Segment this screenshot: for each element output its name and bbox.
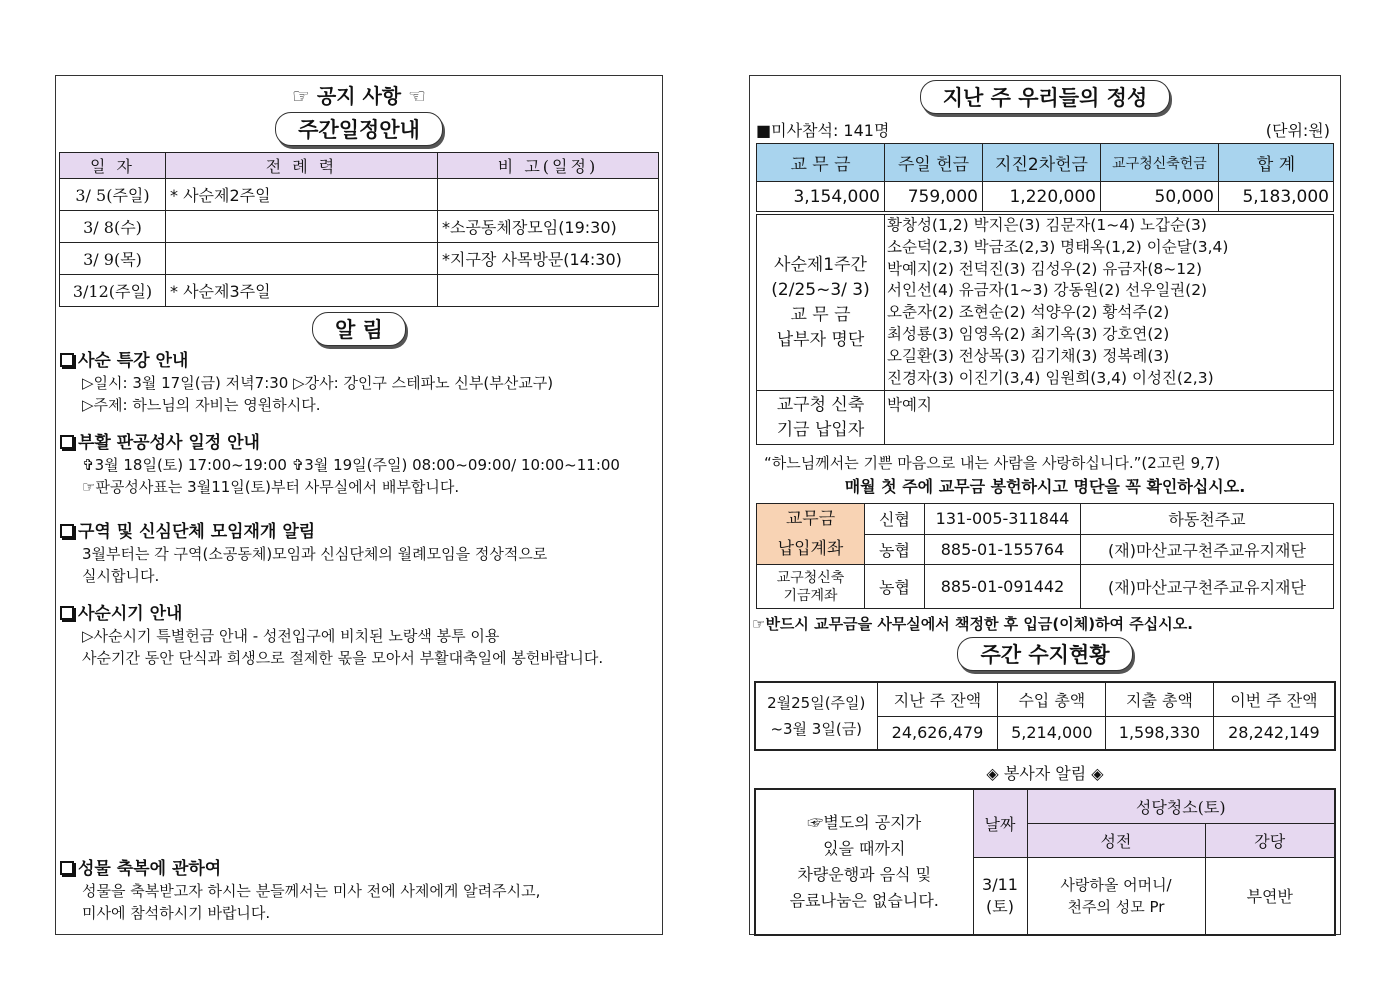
checkbox-icon [60,524,74,538]
table-row [755,682,1335,716]
balance-table [754,681,1336,751]
volunteer-title: ◈ 봉사자 알림 ◈ [986,764,1104,783]
account-table [756,503,1334,609]
table-row [60,179,659,211]
section-lent-lecture [60,350,656,416]
building-names: 박예지 [885,391,1334,445]
section-line: ▷일시: 3월 17일(금) 저녁7:30 ▷강사: 강인구 스테파노 신부(부산교구) [82,374,554,392]
account-holder: (재)마산교구천주교유지재단 [1081,565,1334,609]
volunteer-sanctuary [1027,857,1205,935]
account-number: 131-005-311844 [925,504,1081,535]
volunteer-sanctuary-line: 사랑하올 어머니/ [1060,875,1172,894]
balance-value: 1,598,330 [1106,716,1214,750]
section-line: 사순기간 동안 단식과 희생으로 절제한 몫을 모아서 부활대축일에 봉헌바랍니다. [82,649,604,667]
schedule-date: 3/ 9(목) [60,243,166,275]
table-row [757,391,1334,445]
quote: “하느님께서는 기쁜 마음으로 내는 사람을 사랑하십니다.”(2고린 9,7) [764,454,1221,472]
schedule-date: 3/ 5(주일) [60,179,166,211]
section-title: 구역 및 신심단체 모임재개 알림 [78,522,316,542]
table-row [757,215,1334,391]
volunteer-date-line: (토) [986,896,1014,916]
schedule-date: 3/12(주일) [60,275,166,307]
attendance: ■미사참석: 141명 [756,121,890,140]
account-label [757,565,865,609]
balance-header: 지난 주 잔액 [877,682,998,716]
payer-name-line: 서인선(4) 유금자(1~3) 강동원(2) 선우일권(2) [887,281,1208,300]
volunteer-notice-line: ☞별도의 공지가 [807,813,922,832]
account-number: 885-01-155764 [925,534,1081,565]
table-row [60,211,659,243]
table-row [60,275,659,307]
volunteer-hall: 부연반 [1205,857,1335,935]
balance-header: 수입 총액 [998,682,1106,716]
balance-value: 5,214,000 [998,716,1106,750]
volunteer-sub-header: 성전 [1027,823,1205,857]
checkbox-icon [60,861,74,875]
payer-label-line: 납부자 명단 [776,329,865,350]
offering-title: 지난 주 우리들의 정성 [920,80,1171,114]
payer-label [757,215,885,391]
offering-panel [749,75,1341,935]
volunteer-clean-header: 성당청소(토) [1027,789,1335,823]
building-label [757,391,885,445]
payer-name-line: 박예지(2) 전덕진(3) 김성우(2) 유금자(8~12) [887,259,1202,278]
schedule-header: 일 자 [60,153,166,179]
account-label-line: 납입계좌 [777,539,844,559]
balance-period [755,682,877,750]
bank-name: 농협 [865,534,925,565]
section-line: 실시합니다. [82,567,160,585]
account-label [757,504,865,565]
volunteer-date-line: 3/11 [982,874,1018,894]
balance-header: 지출 총액 [1106,682,1214,716]
balance-period-line: ~3월 3일(금) [770,720,863,738]
table-row [757,182,1334,212]
section-line: 성물을 축복받고자 하시는 분들께서는 미사 전에 사제에게 알려주시고, [82,882,541,900]
payer-name-line: 오춘자(2) 조현순(2) 석양우(2) 황석주(2) [887,303,1170,322]
balance-header: 이번 주 잔액 [1213,682,1335,716]
section-line: 3월부터는 각 구역(소공동체)모임과 신심단체의 월례모임을 정상적으로 [82,545,548,563]
offering-value: 3,154,000 [757,182,885,212]
account-label-line: 교무금 [785,509,836,529]
section-title: 사순 특강 안내 [78,351,189,371]
section-line: ▷사순시기 특별헌금 안내 - 성전입구에 비치된 노랑색 봉투 이용 [82,627,500,645]
offering-value: 1,220,000 [983,182,1101,212]
payer-label-line: 사순제1주간 [774,254,867,275]
schedule-note: *지구장 사목방문(14:30) [438,243,659,275]
payer-name-line: 진경자(3) 이진기(3,4) 임원희(3,4) 이성진(2,3) [887,368,1214,387]
section-line: ▷주제: 하느님의 자비는 영원하시다. [82,396,321,414]
building-label-line: 기금 납입자 [776,419,865,440]
volunteer-notice-line: 있을 때까지 [823,839,906,858]
volunteer-notice-line: 음료나눔은 없습니다. [789,891,939,910]
volunteer-notice-line: 차량운행과 음식 및 [797,865,932,884]
bank-name: 신협 [865,504,925,535]
schedule-header: 전 례 력 [166,153,438,179]
schedule-liturgy [166,243,438,275]
unit-label: (단위:원) [1265,121,1330,140]
section-blessing [60,858,656,924]
reminder: 매월 첫 주에 교무금 봉헌하시고 명단을 꼭 확인하십시오. [844,477,1246,496]
payer-name-line: 오길환(3) 전상목(3) 김기채(3) 정복례(3) [887,346,1170,365]
balance-period-line: 2월25일(주일) [767,694,866,712]
volunteer-sanctuary-line: 천주의 성모 Pr [1067,897,1165,916]
checkbox-icon [60,353,74,367]
section-title: 성물 축복에 관하여 [78,859,222,879]
payer-name-line: 최성룡(3) 임영옥(2) 최기옥(3) 강호연(2) [887,324,1170,343]
table-row [755,789,1335,823]
volunteer-sub-header: 강당 [1205,823,1335,857]
volunteer-date-header: 날짜 [973,789,1027,857]
table-row [757,504,1334,535]
offering-header: 지진2차헌금 [983,144,1101,182]
payer-name-line: 소순덕(2,3) 박금조(2,3) 명태옥(1,2) 이순달(3,4) [887,237,1229,256]
account-holder: 하동천주교 [1081,504,1334,535]
weekly-schedule-title: 주간일정안내 [275,112,443,146]
schedule-note [438,275,659,307]
schedule-note: *소공동체장모임(19:30) [438,211,659,243]
account-holder: (재)마산교구천주교유지재단 [1081,534,1334,565]
account-note: ☞반드시 교무금을 사무실에서 책정한 후 입금(이체)하여 주십시오. [752,615,1193,633]
account-label-line: 기금계좌 [783,587,838,604]
schedule-date: 3/ 8(수) [60,211,166,243]
notice-pill: 알 림 [312,312,406,346]
schedule-table [59,152,659,307]
offering-value: 50,000 [1101,182,1219,212]
payer-label-line: 교 무 금 [790,304,851,325]
table-row [60,243,659,275]
bank-name: 농협 [865,565,925,609]
payer-table [756,214,1334,445]
balance-value: 28,242,149 [1213,716,1335,750]
payer-names [885,215,1334,391]
checkbox-icon [60,606,74,620]
section-line: 미사에 참석하시기 바랍니다. [82,904,271,922]
schedule-header: 비 고(일정) [438,153,659,179]
offering-value: 5,183,000 [1219,182,1334,212]
building-label-line: 교구청 신축 [776,394,865,415]
schedule-liturgy [166,211,438,243]
section-meetings [60,521,656,587]
section-title: 사순시기 안내 [78,604,183,624]
offering-header: 주일 헌금 [885,144,983,182]
volunteer-date [973,857,1027,935]
account-label-line: 교구청신축 [776,569,845,586]
balance-title: 주간 수지현황 [957,637,1132,671]
section-title: 부활 판공성사 일정 안내 [78,433,260,453]
payer-name-line: 황창성(1,2) 박지은(3) 김문자(1~4) 노갑순(3) [887,216,1207,234]
section-line: ✞3월 18일(토) 17:00~19:00 ✞3월 19일(주일) 08:00~09:00/ 10:00~11:00 [82,456,620,474]
section-line: ☞판공성사표는 3월11일(토)부터 사무실에서 배부합니다. [82,478,460,496]
volunteer-notice [755,789,973,935]
notice-title: ☞ 공지 사항 ☜ [291,84,427,108]
checkbox-icon [60,435,74,449]
section-confession [60,432,656,498]
offering-header: 교 무 금 [757,144,885,182]
volunteer-table [754,788,1336,936]
schedule-liturgy: * 사순제2주일 [166,179,438,211]
offering-header: 교구청신축헌금 [1101,144,1219,182]
schedule-liturgy: * 사순제3주일 [166,275,438,307]
account-number: 885-01-091442 [925,565,1081,609]
balance-value: 24,626,479 [877,716,998,750]
offering-header: 합 계 [1219,144,1334,182]
table-row [757,565,1334,609]
payer-label-line: (2/25~3/ 3) [771,279,870,300]
offering-value: 759,000 [885,182,983,212]
schedule-note [438,179,659,211]
offering-table [756,143,1334,212]
notice-panel [55,75,663,935]
section-lent-season [60,603,656,669]
